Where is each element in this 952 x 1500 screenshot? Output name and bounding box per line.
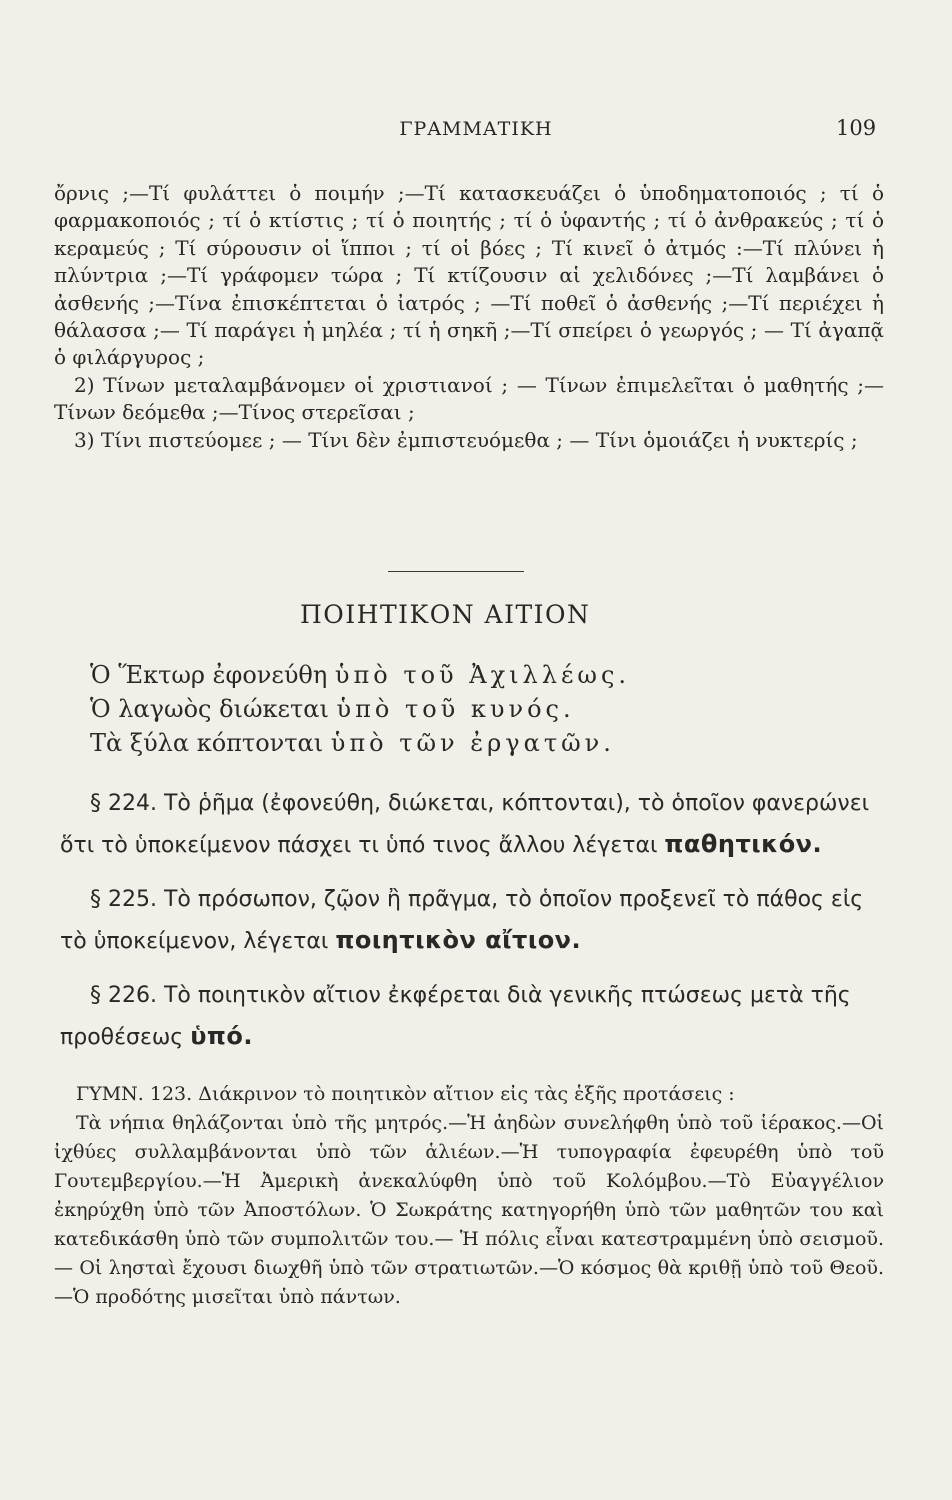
example-lead: Τὰ ξύλα κόπτονται xyxy=(90,729,331,757)
rule-225-term: ποιητικὸν αἴτιον. xyxy=(335,926,582,954)
example-sentences xyxy=(90,658,870,760)
rule-224-text: § 224. Τὸ ῥῆμα (ἐφονεύθη, διώκεται, κόπτονται), τὸ ὁποῖον φανερώνει ὅτι τὸ ὑποκείμενον πάσχει τι ὑπό τινος ἄλλου λέγεται xyxy=(60,791,870,858)
rule-224 xyxy=(60,784,875,866)
example-agent: ὑπὸ τοῦ Ἀχιλλέως. xyxy=(334,661,631,689)
example-sentence xyxy=(90,692,870,726)
example-agent: ὑπὸ τοῦ κυνός. xyxy=(336,695,575,723)
example-lead: Ὁ Ἕκτωρ ἐφονεύθη xyxy=(90,661,335,689)
rule-226-term: ὑπό. xyxy=(190,1022,253,1050)
section-divider xyxy=(388,571,524,572)
example-sentence xyxy=(90,726,870,760)
example-agent: ὑπὸ τῶν ἐργατῶν. xyxy=(330,729,615,757)
rule-226 xyxy=(60,976,875,1058)
grammar-rules xyxy=(60,784,875,1072)
question-paragraph-2: 2) Τίνων μεταλαμβάνομεν οἱ χριστιανοί ; — Τίνων ἐπιμελεῖται ὁ μαθητής ;—Τίνων δεόμεθα ;—Τίνος στερεῖσαι ; xyxy=(54,372,884,425)
exercise-block xyxy=(54,1080,884,1312)
page-number: 109 xyxy=(836,116,877,140)
rule-224-term: παθητικόν. xyxy=(664,830,823,858)
example-sentence xyxy=(90,658,870,692)
question-paragraph-1: ὄρνις ;—Τί φυλάττει ὁ ποιμήν ;—Τί κατασκευάζει ὁ ὑποδηματοποιός ; τί ὁ φαρμακοποιός ; τί ὁ κτίστις ; τί ὁ ποιητής ; τί ὁ ὑφαντής ; τί ὁ ἀνθρακεύς ; τί ὁ κεραμεύς ; Τί σύρουσιν οἱ ἵπποι ; τί οἱ βόες ; Τί κινεῖ ὁ ἀτμός :—Τί πλύνει ἡ πλύντρια ;—Τί γράφομεν τώρα ; Τί κτίζουσιν αἱ χελιδόνες ;—Τί λαμβάνει ὁ ἀσθενής ;—Τίνα ἐπισκέπτεται ὁ ἰατρός ; —Τί ποθεῖ ὁ ἀσθενής ;—Τί περιέχει ἡ θάλασσα ;— Τί παράγει ἡ μηλέα ; τί ἡ σηκῆ ;—Τί σπείρει ὁ γεωργός ; — Τί ἀγαπᾷ ὁ φιλάργυρος ; xyxy=(54,181,884,370)
rule-225-text: § 225. Τὸ πρόσωπον, ζῷον ἢ πρᾶγμα, τὸ ὁποῖον προξενεῖ τὸ πάθος εἰς τὸ ὑποκείμενον, λέγεται xyxy=(60,887,864,954)
example-lead: Ὁ λαγωὸς διώκεται xyxy=(90,695,337,723)
question-paragraph-3: 3) Τίνι πιστεύομεε ; — Τίνι δὲν ἐμπιστευόμεθα ; — Τίνι ὁμοιάζει ἡ νυκτερίς ; xyxy=(74,427,858,452)
questions-block xyxy=(54,180,884,454)
rule-226-text: § 226. Τὸ ποιητικὸν αἴτιον ἐκφέρεται διὰ γενικῆς πτώσεως μετὰ τῆς προθέσεως xyxy=(60,983,851,1050)
exercise-body: Τὰ νήπια θηλάζονται ὑπὸ τῆς μητρός.—Ἡ ἀηδὼν συνελήφθη ὑπὸ τοῦ ἱέρακος.—Οἱ ἰχθύες συλλαμβάνονται ὑπὸ τῶν ἁλιέων.—Ἡ τυπογραφία ἐφευρέθη ὑπὸ τοῦ Γουτεμβεργίου.—Ἡ Ἀμερικὴ ἀνεκαλύφθη ὑπὸ τοῦ Κολόμβου.—Τὸ Εὐαγγέλιον ἐκηρύχθη ὑπὸ τῶν Ἀποστόλων. Ὁ Σωκράτης κατηγορήθη ὑπὸ τῶν μαθητῶν του καὶ κατεδικάσθη ὑπὸ τῶν συμπολιτῶν του.— Ἡ πόλις εἶναι κατεστραμμένη ὑπὸ σεισμοῦ.— Οἱ λησταὶ ἔχουσι διωχθῆ ὑπὸ τῶν στρατιωτῶν.—Ὁ κόσμος θὰ κριθῇ ὑπὸ τοῦ Θεοῦ.—Ὁ προδότης μισεῖται ὑπὸ πάντων. xyxy=(54,1112,884,1308)
rule-225 xyxy=(60,880,875,962)
running-title: ΓΡΑΜΜΑΤΙΚΗ xyxy=(399,118,553,140)
section-title: ΠΟΙΗΤΙΚΟΝ ΑΙΤΙΟΝ xyxy=(300,600,591,629)
exercise-heading: ΓΥΜΝ. 123. Διάκρινον τὸ ποιητικὸν αἴτιον εἰς τὰς ἑξῆς προτάσεις : xyxy=(76,1083,735,1105)
